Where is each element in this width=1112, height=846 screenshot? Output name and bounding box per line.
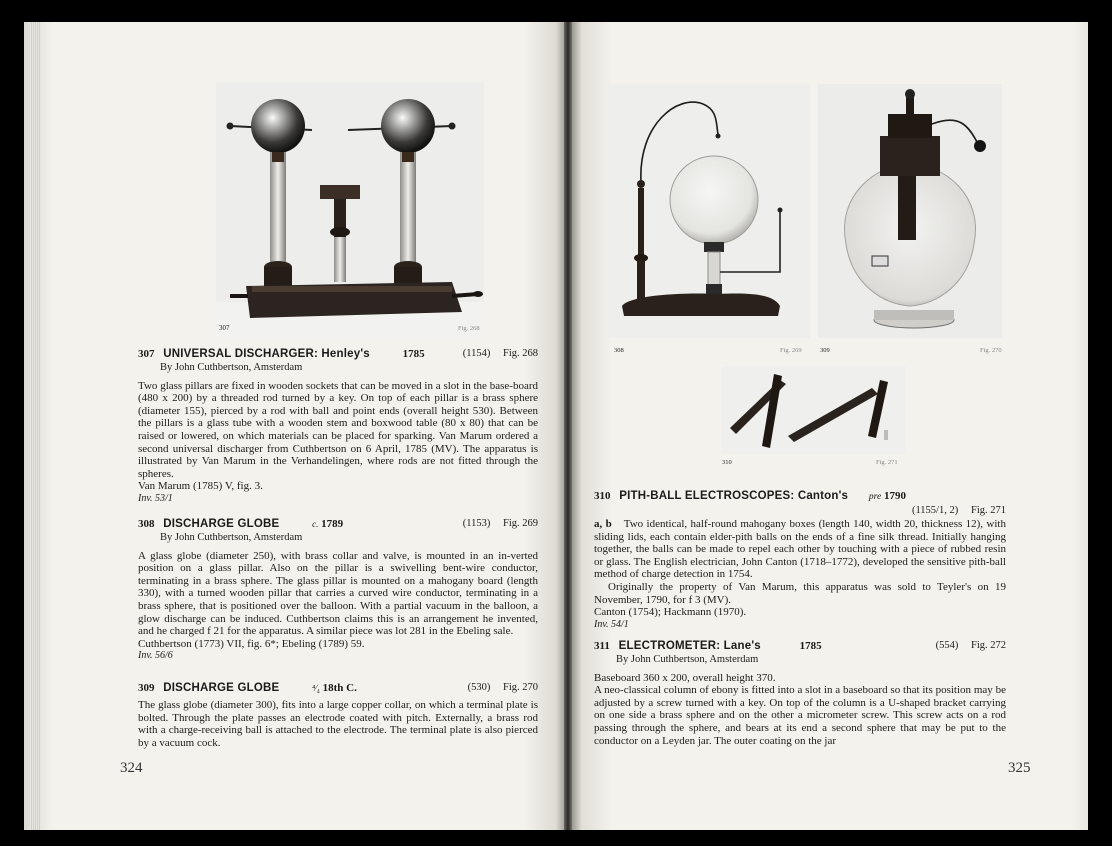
catalogue-entry-311	[594, 640, 1006, 747]
entry-title: ELECTROMETER: Lane's	[618, 640, 761, 652]
entry-number: 311	[594, 640, 610, 652]
right-page	[572, 22, 1088, 830]
entry-body	[594, 518, 1006, 631]
figure-number: 309	[820, 347, 830, 354]
fig-reference: Fig. 269	[502, 518, 538, 529]
bibliography-line: Cuthbertson (1773) VII, fig. 6*; Ebeling (1789) 59.	[138, 637, 365, 650]
description-paragraph: The glass globe (diameter 300), fits into a large copper collar, on which a terminal plate is bolted. Through the plate passes an electrode coated with pitch. Externally, a brass rod with a charge-receiving ball is attached to the electrode. The terminal plate is also pierced by a vacuum cock.	[138, 699, 538, 749]
inventory-code: (1154)	[462, 348, 491, 359]
entry-title: DISCHARGE GLOBE	[163, 682, 280, 694]
entry-date: 1789	[321, 518, 344, 530]
dimensions-line: Baseboard 360 x 200, overall height 370.	[594, 671, 776, 684]
entry-number: 310	[594, 490, 611, 502]
entry-reference	[463, 518, 538, 531]
left-page	[24, 22, 564, 830]
date-prefix: pre	[868, 492, 882, 502]
entry-reference	[463, 348, 538, 361]
photo-universal-discharger	[216, 82, 484, 338]
entry-title: UNIVERSAL DISCHARGER: Henley's	[163, 348, 370, 360]
open-book	[24, 22, 1088, 830]
entry-number: 309	[138, 682, 155, 694]
page-number: 324	[120, 760, 143, 776]
inventory-number: Inv. 56/6	[138, 650, 173, 662]
figure-label: Fig. 270	[980, 347, 1002, 354]
item-lead: a, b	[594, 518, 612, 530]
catalogue-entry-309	[138, 682, 538, 749]
description-paragraph: a, b Two identical, half-round mahogany boxes (length 140, width 20, thickness 12), with sliding lids, each contain elder-pith balls on the ends of a fine silk thread. Initially hanging together, the balls can be made to repel each other by touching with a piece of rubbed resin or glass. The English electrician, John Canton (1718–1772), developed the sensitive pith-ball method of charge detection in 1754.	[594, 518, 1006, 581]
maker-line: By John Cuthbertson, Amsterdam	[160, 362, 303, 373]
entry-reference	[468, 682, 538, 695]
maker-line: By John Cuthbertson, Amsterdam	[616, 654, 759, 665]
entry-body	[138, 550, 538, 663]
entry-title: DISCHARGE GLOBE	[163, 518, 280, 530]
entry-body	[138, 699, 538, 749]
book-gutter	[564, 22, 572, 830]
photo-pith-ball-electroscopes	[722, 366, 906, 454]
entry-body	[594, 672, 1006, 748]
catalogue-entry-307	[138, 348, 538, 506]
figure-number: 307	[219, 324, 230, 332]
photo-discharge-globe-309	[818, 84, 1002, 338]
fig-reference: Fig. 271	[970, 505, 1006, 516]
figure-label: Fig. 268	[458, 325, 480, 332]
entry-date: 1785	[402, 348, 425, 360]
entry-date: 1790	[883, 490, 906, 502]
inventory-code: (554)	[935, 640, 959, 651]
bibliography-line: Canton (1754); Hackmann (1970).	[594, 606, 747, 619]
entry-date: 18th C.	[322, 682, 357, 694]
entry-number: 307	[138, 348, 155, 360]
date-prefix: c.	[312, 519, 319, 529]
date-prefix: ⁴⁄₄	[312, 683, 320, 693]
entry-title: PITH-BALL ELECTROSCOPES: Canton's	[619, 490, 849, 502]
figure-label: Fig. 271	[876, 459, 898, 466]
figure-number: 308	[614, 347, 624, 354]
description-paragraph: A glass globe (diameter 250), with brass collar and valve, is mounted in an in-verted position on a glass pillar. Also on the pillar is a swivelling bent-wire conductor, terminating in a brass sphere. The glass pillar is mounted on a mahogany board (length 330), with a turned wooden pillar that carries a curved wire conductor, terminating in a brass sphere, that is positioned over the balloon. With a partial vacuum in the balloon, a glow discharge can be induced. Cuthbertson claims this is an arrangement he invented, and he charged f 21 for the apparatus. A similar piece was lot 281 in the Ebeling sale.	[138, 549, 538, 638]
catalogue-entry-308	[138, 518, 538, 663]
inventory-code: (530)	[467, 682, 491, 693]
entry-date: 1785	[799, 640, 822, 652]
inventory-number: Inv. 54/1	[594, 618, 629, 630]
provenance-paragraph: Originally the property of Van Marum, this apparatus was sold to Teyler's on 19 November, 1790, for f 3 (MV).	[594, 580, 1006, 606]
entry-number: 308	[138, 518, 155, 530]
entry-body	[138, 380, 538, 506]
fig-reference: Fig. 268	[502, 348, 538, 359]
page-number: 325	[1008, 760, 1031, 776]
description-paragraph: Two glass pillars are fixed in wooden sockets that can be moved in a slot in the base-board (480 x 200) by a threaded rod turned by a key. On top of each pillar is a brass sphere (diameter 155), pierced by a rod with ball and point ends (overall height 530). Between the pillars is a glass tube with a wooden stem and boxwood table (80 x 80) that can be raised or lowered, on which materials can be placed for sparking. Van Marum ordered a second universal discharger from Cuthbertson on 6 April, 1785 (MV). The apparatus is illustrated by Van Marum in the Verhandelingen, where rods are not fitted through the spheres.	[138, 379, 538, 480]
fig-reference: Fig. 272	[970, 640, 1006, 651]
page-edge	[30, 22, 40, 830]
bibliography-line: Van Marum (1785) V, fig. 3.	[138, 480, 263, 493]
description-paragraph: A neo-classical column of ebony is fitted into a slot in a baseboard so that its position may be adjusted by a screw turned with a key. On top of the column is a U-shaped bracket carrying on one side a brass sphere and on the other a micrometer screw. This screw acts on a rod passing through the sphere, and bears at its end a second sphere that may be put to the conductor on a Leyden jar. The outer coating on the jar	[594, 684, 1006, 747]
maker-line: By John Cuthbertson, Amsterdam	[160, 532, 303, 543]
figure-number: 310	[722, 459, 732, 466]
entry-reference	[936, 640, 1006, 653]
inventory-code: (1153)	[462, 518, 491, 529]
fig-reference: Fig. 270	[502, 682, 538, 693]
inventory-code: (1155/1, 2)	[911, 505, 959, 516]
catalogue-entry-310	[594, 490, 1006, 631]
photo-discharge-globe-308	[608, 84, 810, 338]
figure-label: Fig. 269	[780, 347, 802, 354]
inventory-number: Inv. 53/1	[138, 492, 173, 504]
